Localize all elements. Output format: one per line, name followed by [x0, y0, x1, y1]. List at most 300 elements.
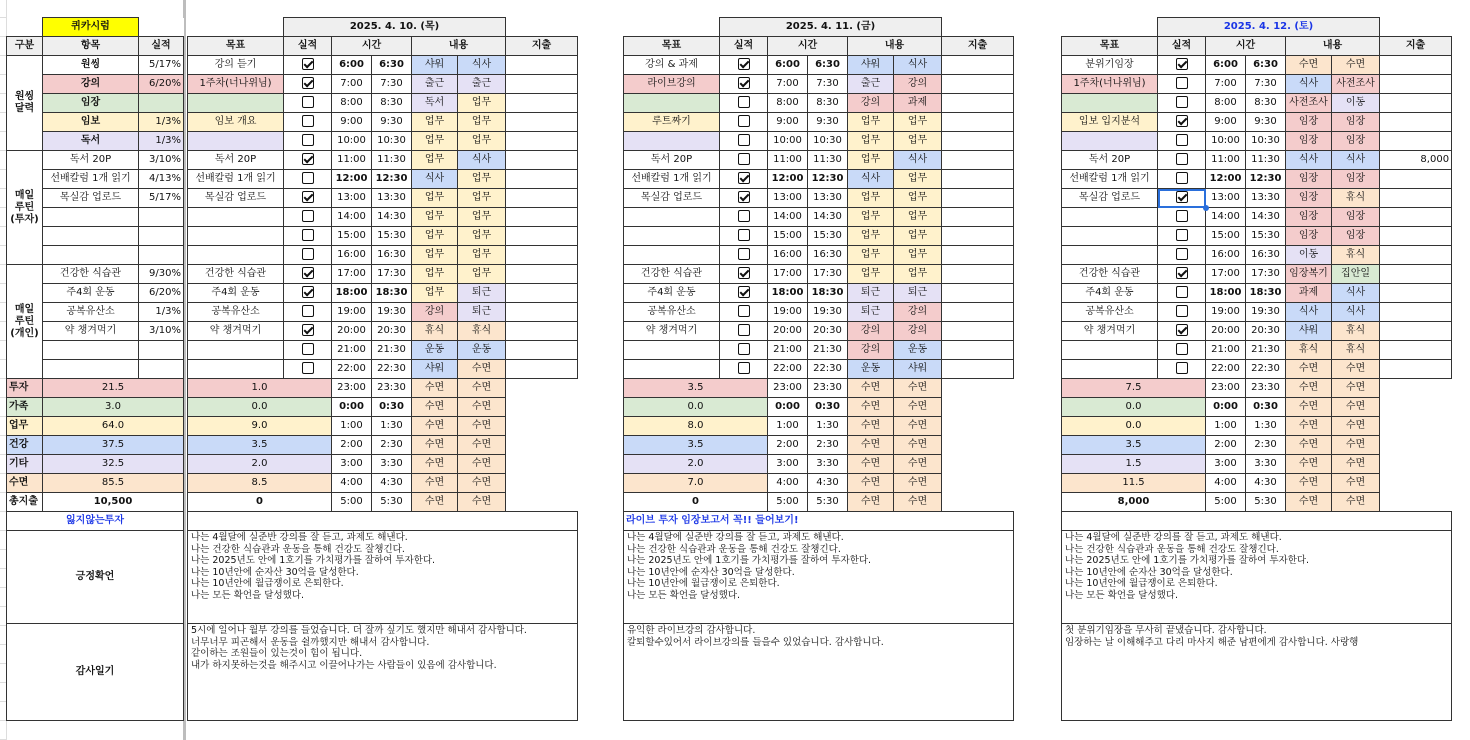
- done-cell[interactable]: [1158, 227, 1206, 246]
- content-cell[interactable]: 샤워: [848, 56, 894, 75]
- time-end[interactable]: 17:30: [1246, 265, 1286, 284]
- expense-cell[interactable]: 8,000: [1380, 151, 1452, 170]
- expense-cell[interactable]: [942, 284, 1014, 303]
- content-cell[interactable]: 과제: [1286, 284, 1332, 303]
- content-cell[interactable]: 휴식: [412, 322, 458, 341]
- checkbox-icon[interactable]: [302, 172, 314, 184]
- content-cell[interactable]: 임장: [1286, 113, 1332, 132]
- goal-cell[interactable]: 루트짜기: [624, 113, 720, 132]
- time-start[interactable]: 6:00: [332, 56, 372, 75]
- time-end[interactable]: 19:30: [808, 303, 848, 322]
- time-end[interactable]: 4:30: [1246, 474, 1286, 493]
- done-cell[interactable]: [1158, 132, 1206, 151]
- time-start[interactable]: 14:00: [332, 208, 372, 227]
- expense-cell[interactable]: [942, 208, 1014, 227]
- content-cell[interactable]: 출근: [848, 75, 894, 94]
- expense-cell[interactable]: [1380, 75, 1452, 94]
- time-start[interactable]: 9:00: [332, 113, 372, 132]
- content-header[interactable]: 내용: [848, 37, 942, 56]
- category-total[interactable]: 2.0: [624, 455, 768, 474]
- item-name[interactable]: 임보: [43, 113, 139, 132]
- goal-cell[interactable]: 독서 20P: [624, 151, 720, 170]
- content-cell[interactable]: 강의: [894, 303, 942, 322]
- content-cell[interactable]: 수면: [848, 379, 894, 398]
- done-cell[interactable]: [1158, 303, 1206, 322]
- goal-cell[interactable]: 약 챙겨먹기: [624, 322, 720, 341]
- expense-cell[interactable]: [1380, 170, 1452, 189]
- checked-checkbox-icon[interactable]: [1176, 324, 1188, 336]
- time-start[interactable]: 0:00: [332, 398, 372, 417]
- goal-cell[interactable]: 주4회 운동: [1062, 284, 1158, 303]
- time-start[interactable]: 1:00: [1206, 417, 1246, 436]
- done-cell[interactable]: [284, 170, 332, 189]
- content-cell[interactable]: 수면: [894, 455, 942, 474]
- checkbox-icon[interactable]: [1176, 362, 1188, 374]
- time-end[interactable]: 1:30: [808, 417, 848, 436]
- category-label[interactable]: 투자: [7, 379, 43, 398]
- time-start[interactable]: 21:00: [332, 341, 372, 360]
- content-cell[interactable]: 업무: [458, 170, 506, 189]
- content-cell[interactable]: 수면: [1332, 360, 1380, 379]
- content-header[interactable]: 내용: [1286, 37, 1380, 56]
- goal-cell[interactable]: 공복유산소: [624, 303, 720, 322]
- time-start[interactable]: 13:00: [768, 189, 808, 208]
- time-end[interactable]: 8:30: [1246, 94, 1286, 113]
- left-header[interactable]: 구분: [7, 37, 43, 56]
- content-cell[interactable]: 업무: [458, 246, 506, 265]
- time-end[interactable]: 4:30: [372, 474, 412, 493]
- item-name[interactable]: 독서: [43, 132, 139, 151]
- content-cell[interactable]: 퇴근: [848, 284, 894, 303]
- expense-cell[interactable]: [942, 151, 1014, 170]
- checked-checkbox-icon[interactable]: [1176, 58, 1188, 70]
- item-name[interactable]: 주4회 운동: [43, 284, 139, 303]
- content-cell[interactable]: 사전조사: [1286, 94, 1332, 113]
- category-total[interactable]: 8.5: [188, 474, 332, 493]
- time-end[interactable]: 15:30: [1246, 227, 1286, 246]
- time-end[interactable]: 14:30: [808, 208, 848, 227]
- goal-cell[interactable]: 공복유산소: [1062, 303, 1158, 322]
- time-end[interactable]: 0:30: [808, 398, 848, 417]
- checked-checkbox-icon[interactable]: [738, 267, 750, 279]
- content-cell[interactable]: 업무: [894, 170, 942, 189]
- content-cell[interactable]: 퇴근: [458, 284, 506, 303]
- done-cell[interactable]: [720, 208, 768, 227]
- goal-cell[interactable]: [188, 94, 284, 113]
- checkbox-icon[interactable]: [738, 153, 750, 165]
- time-start[interactable]: 3:00: [332, 455, 372, 474]
- checked-checkbox-icon[interactable]: [738, 172, 750, 184]
- content-cell[interactable]: 수면: [1286, 379, 1332, 398]
- time-start[interactable]: 17:00: [768, 265, 808, 284]
- goal-cell[interactable]: [624, 94, 720, 113]
- time-start[interactable]: 5:00: [1206, 493, 1246, 512]
- expense-cell[interactable]: [1380, 227, 1452, 246]
- content-cell[interactable]: 수면: [894, 436, 942, 455]
- content-cell[interactable]: 업무: [412, 189, 458, 208]
- content-cell[interactable]: 수면: [1332, 417, 1380, 436]
- checkbox-icon[interactable]: [738, 324, 750, 336]
- item-name[interactable]: [43, 341, 139, 360]
- done-cell[interactable]: [1158, 284, 1206, 303]
- content-cell[interactable]: 업무: [412, 132, 458, 151]
- category-total[interactable]: 7.0: [624, 474, 768, 493]
- content-cell[interactable]: 식사: [1286, 303, 1332, 322]
- content-cell[interactable]: 운동: [848, 360, 894, 379]
- goal-cell[interactable]: 독서 20P: [1062, 151, 1158, 170]
- time-start[interactable]: 12:00: [1206, 170, 1246, 189]
- content-cell[interactable]: 수면: [1286, 493, 1332, 512]
- content-cell[interactable]: 임장: [1286, 208, 1332, 227]
- goal-cell[interactable]: [188, 208, 284, 227]
- time-end[interactable]: 18:30: [808, 284, 848, 303]
- goal-cell[interactable]: 선배칼럼 1개 읽기: [188, 170, 284, 189]
- time-end[interactable]: 1:30: [372, 417, 412, 436]
- goal-cell[interactable]: [188, 227, 284, 246]
- content-cell[interactable]: 식사: [1332, 284, 1380, 303]
- goal-cell[interactable]: [1062, 341, 1158, 360]
- category-hours[interactable]: 21.5: [43, 379, 184, 398]
- group-label[interactable]: 원씽 달력: [7, 56, 43, 151]
- done-cell[interactable]: [720, 341, 768, 360]
- time-end[interactable]: 7:30: [808, 75, 848, 94]
- time-end[interactable]: 16:30: [808, 246, 848, 265]
- checked-checkbox-icon[interactable]: [302, 58, 314, 70]
- checked-checkbox-icon[interactable]: [302, 153, 314, 165]
- checked-checkbox-icon[interactable]: [302, 77, 314, 89]
- expense-cell[interactable]: [1380, 303, 1452, 322]
- item-progress[interactable]: 6/20%: [139, 284, 184, 303]
- done-cell[interactable]: [720, 151, 768, 170]
- done-cell[interactable]: [284, 94, 332, 113]
- goal-cell[interactable]: 건강한 식습관: [1062, 265, 1158, 284]
- time-end[interactable]: 18:30: [1246, 284, 1286, 303]
- item-progress[interactable]: 9/30%: [139, 265, 184, 284]
- item-progress[interactable]: 3/10%: [139, 151, 184, 170]
- gratitude-cell[interactable]: [1062, 624, 1452, 721]
- time-start[interactable]: 15:00: [1206, 227, 1246, 246]
- category-label[interactable]: 수면: [7, 474, 43, 493]
- goal-cell[interactable]: [1062, 94, 1158, 113]
- content-cell[interactable]: 퇴근: [458, 303, 506, 322]
- expense-cell[interactable]: [506, 341, 578, 360]
- content-cell[interactable]: 휴식: [458, 322, 506, 341]
- done-cell[interactable]: [720, 94, 768, 113]
- time-end[interactable]: 2:30: [808, 436, 848, 455]
- item-progress[interactable]: 1/3%: [139, 132, 184, 151]
- goal-cell[interactable]: 라이브강의: [624, 75, 720, 94]
- time-start[interactable]: 16:00: [332, 246, 372, 265]
- checkbox-icon[interactable]: [738, 362, 750, 374]
- time-end[interactable]: 5:30: [372, 493, 412, 512]
- content-cell[interactable]: 업무: [412, 265, 458, 284]
- time-start[interactable]: 8:00: [332, 94, 372, 113]
- content-cell[interactable]: 업무: [848, 208, 894, 227]
- content-cell[interactable]: 수면: [412, 379, 458, 398]
- item-progress[interactable]: 5/17%: [139, 56, 184, 75]
- content-cell[interactable]: 임장: [1286, 227, 1332, 246]
- content-cell[interactable]: 수면: [1332, 474, 1380, 493]
- expense-cell[interactable]: [506, 360, 578, 379]
- content-cell[interactable]: 임장복기: [1286, 265, 1332, 284]
- checkbox-icon[interactable]: [302, 115, 314, 127]
- content-cell[interactable]: 운동: [458, 341, 506, 360]
- category-total[interactable]: 0.0: [1062, 417, 1206, 436]
- content-cell[interactable]: 식사: [458, 151, 506, 170]
- content-cell[interactable]: 휴식: [1286, 341, 1332, 360]
- goal-cell[interactable]: [1062, 208, 1158, 227]
- category-total[interactable]: 0: [624, 493, 768, 512]
- time-start[interactable]: 19:00: [768, 303, 808, 322]
- time-start[interactable]: 20:00: [768, 322, 808, 341]
- done-cell[interactable]: [1158, 189, 1206, 208]
- done-cell[interactable]: [284, 341, 332, 360]
- total-label[interactable]: 총지출: [7, 493, 43, 512]
- done-cell[interactable]: [720, 284, 768, 303]
- done-cell[interactable]: [1158, 246, 1206, 265]
- content-cell[interactable]: 수면: [1286, 455, 1332, 474]
- quiz-title[interactable]: 퀴카시럼: [43, 18, 139, 37]
- checkbox-icon[interactable]: [1176, 77, 1188, 89]
- expense-cell[interactable]: [506, 284, 578, 303]
- time-start[interactable]: 22:00: [332, 360, 372, 379]
- content-cell[interactable]: 업무: [458, 113, 506, 132]
- done-cell[interactable]: [1158, 75, 1206, 94]
- checked-checkbox-icon[interactable]: [1176, 191, 1188, 203]
- content-cell[interactable]: 휴식: [1332, 246, 1380, 265]
- item-name[interactable]: [43, 208, 139, 227]
- expense-cell[interactable]: [1380, 322, 1452, 341]
- item-name[interactable]: [43, 360, 139, 379]
- time-start[interactable]: 7:00: [1206, 75, 1246, 94]
- time-end[interactable]: 21:30: [1246, 341, 1286, 360]
- content-cell[interactable]: 샤워: [1286, 322, 1332, 341]
- content-cell[interactable]: 수면: [894, 493, 942, 512]
- done-cell[interactable]: [720, 360, 768, 379]
- content-cell[interactable]: 수면: [1286, 436, 1332, 455]
- item-progress[interactable]: 3/10%: [139, 322, 184, 341]
- time-end[interactable]: 20:30: [372, 322, 412, 341]
- time-end[interactable]: 17:30: [372, 265, 412, 284]
- content-cell[interactable]: 업무: [412, 284, 458, 303]
- category-total[interactable]: 0.0: [188, 398, 332, 417]
- content-cell[interactable]: 임장: [1332, 113, 1380, 132]
- goal-cell[interactable]: [624, 246, 720, 265]
- done-cell[interactable]: [284, 227, 332, 246]
- time-start[interactable]: 6:00: [768, 56, 808, 75]
- time-start[interactable]: 16:00: [768, 246, 808, 265]
- time-end[interactable]: 20:30: [808, 322, 848, 341]
- content-cell[interactable]: 업무: [848, 189, 894, 208]
- content-cell[interactable]: 휴식: [1332, 341, 1380, 360]
- content-cell[interactable]: 수면: [1286, 360, 1332, 379]
- content-cell[interactable]: 퇴근: [894, 284, 942, 303]
- time-start[interactable]: 11:00: [768, 151, 808, 170]
- goal-cell[interactable]: 목실감 업로드: [188, 189, 284, 208]
- affirmation-cell[interactable]: [188, 531, 578, 624]
- checkbox-icon[interactable]: [1176, 286, 1188, 298]
- time-start[interactable]: 18:00: [768, 284, 808, 303]
- category-total[interactable]: 3.5: [624, 379, 768, 398]
- content-cell[interactable]: 수면: [458, 360, 506, 379]
- expense-cell[interactable]: [942, 265, 1014, 284]
- checked-checkbox-icon[interactable]: [302, 267, 314, 279]
- goal-cell[interactable]: 입보 입지분석: [1062, 113, 1158, 132]
- item-progress[interactable]: [139, 341, 184, 360]
- content-cell[interactable]: 강의: [848, 322, 894, 341]
- time-start[interactable]: 9:00: [1206, 113, 1246, 132]
- goal-cell[interactable]: 약 챙겨먹기: [1062, 322, 1158, 341]
- time-start[interactable]: 0:00: [1206, 398, 1246, 417]
- content-cell[interactable]: 수면: [1286, 56, 1332, 75]
- time-end[interactable]: 9:30: [808, 113, 848, 132]
- content-cell[interactable]: 수면: [412, 398, 458, 417]
- time-start[interactable]: 2:00: [332, 436, 372, 455]
- time-start[interactable]: 7:00: [332, 75, 372, 94]
- done-cell[interactable]: [284, 75, 332, 94]
- expense-cell[interactable]: [1380, 94, 1452, 113]
- time-start[interactable]: 5:00: [768, 493, 808, 512]
- content-cell[interactable]: 업무: [412, 246, 458, 265]
- expense-cell[interactable]: [506, 227, 578, 246]
- checked-checkbox-icon[interactable]: [738, 286, 750, 298]
- item-name[interactable]: 목실감 업로드: [43, 189, 139, 208]
- time-end[interactable]: 3:30: [372, 455, 412, 474]
- time-start[interactable]: 1:00: [332, 417, 372, 436]
- category-total[interactable]: 7.5: [1062, 379, 1206, 398]
- expense-cell[interactable]: [506, 94, 578, 113]
- done-cell[interactable]: [284, 151, 332, 170]
- time-end[interactable]: 4:30: [808, 474, 848, 493]
- time-end[interactable]: 13:30: [372, 189, 412, 208]
- content-cell[interactable]: 수면: [412, 474, 458, 493]
- item-progress[interactable]: 4/13%: [139, 170, 184, 189]
- checkbox-icon[interactable]: [738, 248, 750, 260]
- goal-cell[interactable]: [188, 132, 284, 151]
- content-cell[interactable]: 식사: [1286, 75, 1332, 94]
- category-label[interactable]: 기타: [7, 455, 43, 474]
- content-cell[interactable]: 식사: [1286, 151, 1332, 170]
- time-end[interactable]: 19:30: [1246, 303, 1286, 322]
- content-cell[interactable]: 수면: [458, 417, 506, 436]
- expense-cell[interactable]: [506, 75, 578, 94]
- time-start[interactable]: 18:00: [1206, 284, 1246, 303]
- time-end[interactable]: 8:30: [372, 94, 412, 113]
- content-cell[interactable]: 수면: [1332, 398, 1380, 417]
- time-start[interactable]: 22:00: [768, 360, 808, 379]
- time-end[interactable]: 23:30: [372, 379, 412, 398]
- content-cell[interactable]: 식사: [458, 56, 506, 75]
- category-total[interactable]: 3.5: [1062, 436, 1206, 455]
- time-start[interactable]: 2:00: [768, 436, 808, 455]
- expense-cell[interactable]: [506, 151, 578, 170]
- time-start[interactable]: 8:00: [768, 94, 808, 113]
- content-cell[interactable]: 강의: [894, 322, 942, 341]
- expense-cell[interactable]: [1380, 284, 1452, 303]
- goal-cell[interactable]: 분위기임장: [1062, 56, 1158, 75]
- time-end[interactable]: 13:30: [808, 189, 848, 208]
- item-name[interactable]: 선배칼럼 1개 읽기: [43, 170, 139, 189]
- checkbox-icon[interactable]: [738, 343, 750, 355]
- goal-cell[interactable]: 목실감 업로드: [624, 189, 720, 208]
- goal-cell[interactable]: 강의 듣기: [188, 56, 284, 75]
- checkbox-icon[interactable]: [1176, 172, 1188, 184]
- time-end[interactable]: 10:30: [808, 132, 848, 151]
- expense-cell[interactable]: [506, 208, 578, 227]
- time-start[interactable]: 1:00: [768, 417, 808, 436]
- category-total[interactable]: 0: [188, 493, 332, 512]
- time-start[interactable]: 10:00: [332, 132, 372, 151]
- expense-cell[interactable]: [1380, 208, 1452, 227]
- goal-cell[interactable]: 독서 20P: [188, 151, 284, 170]
- content-cell[interactable]: 출근: [458, 75, 506, 94]
- goal-header[interactable]: 목표: [624, 37, 720, 56]
- content-cell[interactable]: 식사: [848, 170, 894, 189]
- content-cell[interactable]: 임장: [1286, 132, 1332, 151]
- time-end[interactable]: 14:30: [1246, 208, 1286, 227]
- content-cell[interactable]: 수면: [412, 417, 458, 436]
- expense-cell[interactable]: [942, 246, 1014, 265]
- goal-cell[interactable]: 건강한 식습관: [624, 265, 720, 284]
- content-cell[interactable]: 업무: [894, 246, 942, 265]
- affirm-label[interactable]: 긍정확언: [7, 531, 184, 624]
- done-cell[interactable]: [1158, 322, 1206, 341]
- checkbox-icon[interactable]: [1176, 210, 1188, 222]
- affirmation-cell[interactable]: [624, 531, 1014, 624]
- checkbox-icon[interactable]: [302, 210, 314, 222]
- expense-cell[interactable]: [1380, 341, 1452, 360]
- checkbox-icon[interactable]: [1176, 96, 1188, 108]
- checkbox-icon[interactable]: [738, 115, 750, 127]
- item-name[interactable]: 강의: [43, 75, 139, 94]
- content-cell[interactable]: 집안일: [1332, 265, 1380, 284]
- expense-cell[interactable]: [942, 227, 1014, 246]
- group-label[interactable]: 매일 루틴 (개인): [7, 265, 43, 379]
- category-label[interactable]: 건강: [7, 436, 43, 455]
- goal-cell[interactable]: 주4회 운동: [624, 284, 720, 303]
- group-label[interactable]: 매일 루틴 (투자): [7, 151, 43, 265]
- time-start[interactable]: 12:00: [332, 170, 372, 189]
- time-start[interactable]: 7:00: [768, 75, 808, 94]
- done-cell[interactable]: [284, 265, 332, 284]
- checkbox-icon[interactable]: [1176, 248, 1188, 260]
- content-cell[interactable]: 업무: [848, 113, 894, 132]
- time-end[interactable]: 1:30: [1246, 417, 1286, 436]
- time-end[interactable]: 23:30: [1246, 379, 1286, 398]
- content-cell[interactable]: 수면: [894, 379, 942, 398]
- expense-header[interactable]: 지출: [506, 37, 578, 56]
- time-start[interactable]: 19:00: [1206, 303, 1246, 322]
- content-cell[interactable]: 수면: [894, 398, 942, 417]
- expense-cell[interactable]: [942, 75, 1014, 94]
- content-cell[interactable]: 업무: [894, 132, 942, 151]
- time-end[interactable]: 20:30: [1246, 322, 1286, 341]
- checkbox-icon[interactable]: [302, 229, 314, 241]
- time-end[interactable]: 11:30: [808, 151, 848, 170]
- expense-cell[interactable]: [1380, 246, 1452, 265]
- time-end[interactable]: 0:30: [1246, 398, 1286, 417]
- time-start[interactable]: 3:00: [768, 455, 808, 474]
- done-header[interactable]: 실적: [720, 37, 768, 56]
- checkbox-icon[interactable]: [302, 248, 314, 260]
- checked-checkbox-icon[interactable]: [302, 324, 314, 336]
- done-header[interactable]: 실적: [1158, 37, 1206, 56]
- expense-cell[interactable]: [1380, 265, 1452, 284]
- done-cell[interactable]: [284, 322, 332, 341]
- time-end[interactable]: 8:30: [808, 94, 848, 113]
- time-start[interactable]: 23:00: [768, 379, 808, 398]
- time-start[interactable]: 4:00: [1206, 474, 1246, 493]
